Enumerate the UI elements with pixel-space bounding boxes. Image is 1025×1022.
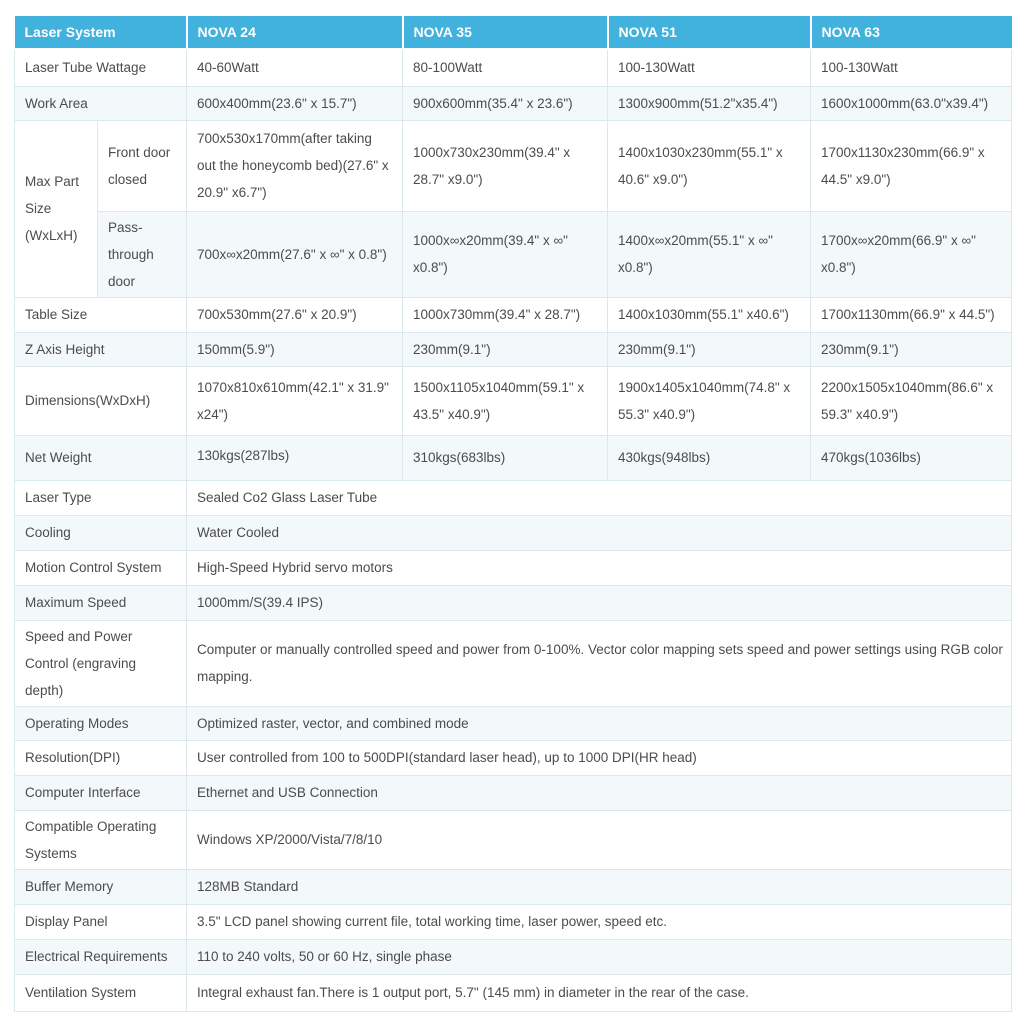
row-dimensions bbox=[15, 366, 1012, 435]
cell-dimensions-nova63: 2200x1505x1040mm(86.6" x 59.3" x40.9") bbox=[811, 366, 1012, 435]
row-z-axis-height bbox=[15, 332, 1012, 366]
row-max-part-size-pass-through bbox=[15, 211, 1012, 297]
row-max-part-size-front-door bbox=[15, 120, 1012, 211]
cell-dimensions-nova24: 1070x810x610mm(42.1" x 31.9" x24") bbox=[187, 366, 403, 435]
row-label-ventilation-system: Ventilation System bbox=[15, 974, 187, 1011]
row-label-maximum-speed: Maximum Speed bbox=[15, 585, 187, 620]
header-laser-system: Laser System bbox=[15, 16, 187, 49]
row-label-net-weight: Net Weight bbox=[15, 435, 187, 480]
cell-computer-interface-value: Ethernet and USB Connection bbox=[187, 775, 1012, 810]
laser-spec-table bbox=[14, 16, 1012, 1012]
cell-front-door-nova24: 700x530x170mm(after taking out the honeycomb bed)(27.6" x 20.9" x6.7") bbox=[187, 120, 403, 211]
row-resolution-dpi bbox=[15, 740, 1012, 775]
cell-work-area-nova35: 900x600mm(35.4" x 23.6") bbox=[403, 86, 608, 120]
row-label-dimensions: Dimensions(WxDxH) bbox=[15, 366, 187, 435]
row-label-buffer-memory: Buffer Memory bbox=[15, 869, 187, 904]
sub-label-front-door-closed: Front door closed bbox=[98, 120, 187, 211]
row-table-size bbox=[15, 297, 1012, 332]
cell-compatible-os-value: Windows XP/2000/Vista/7/8/10 bbox=[187, 810, 1012, 869]
row-label-operating-modes: Operating Modes bbox=[15, 706, 187, 740]
row-label-compatible-os: Compatible Operating Systems bbox=[15, 810, 187, 869]
row-label-electrical-requirements: Electrical Requirements bbox=[15, 939, 187, 974]
cell-net-weight-nova51: 430kgs(948lbs) bbox=[608, 435, 811, 480]
cell-table-size-nova63: 1700x1130mm(66.9" x 44.5") bbox=[811, 297, 1012, 332]
row-display-panel bbox=[15, 904, 1012, 939]
row-speed-power-control bbox=[15, 620, 1012, 706]
row-maximum-speed bbox=[15, 585, 1012, 620]
cell-table-size-nova24: 700x530mm(27.6" x 20.9") bbox=[187, 297, 403, 332]
row-label-laser-type: Laser Type bbox=[15, 480, 187, 515]
cell-pass-through-nova24: 700x∞x20mm(27.6" x ∞" x 0.8") bbox=[187, 211, 403, 297]
cell-wattage-nova24: 40-60Watt bbox=[187, 49, 403, 86]
cell-work-area-nova24: 600x400mm(23.6" x 15.7") bbox=[187, 86, 403, 120]
row-laser-type bbox=[15, 480, 1012, 515]
cell-maximum-speed-value: 1000mm/S(39.4 IPS) bbox=[187, 585, 1012, 620]
row-computer-interface bbox=[15, 775, 1012, 810]
cell-electrical-requirements-value: 110 to 240 volts, 50 or 60 Hz, single phase bbox=[187, 939, 1012, 974]
cell-pass-through-nova35: 1000x∞x20mm(39.4" x ∞" x0.8") bbox=[403, 211, 608, 297]
row-operating-modes bbox=[15, 706, 1012, 740]
row-label-z-axis-height: Z Axis Height bbox=[15, 332, 187, 366]
cell-net-weight-nova63: 470kgs(1036lbs) bbox=[811, 435, 1012, 480]
cell-pass-through-nova63: 1700x∞x20mm(66.9" x ∞" x0.8") bbox=[811, 211, 1012, 297]
row-buffer-memory bbox=[15, 869, 1012, 904]
table-header-row bbox=[15, 16, 1012, 49]
row-ventilation-system bbox=[15, 974, 1012, 1011]
header-nova-35: NOVA 35 bbox=[403, 16, 608, 49]
row-label-speed-power-control: Speed and Power Control (engraving depth) bbox=[15, 620, 187, 706]
cell-wattage-nova35: 80-100Watt bbox=[403, 49, 608, 86]
cell-motion-control-value: High-Speed Hybrid servo motors bbox=[187, 550, 1012, 585]
row-label-computer-interface: Computer Interface bbox=[15, 775, 187, 810]
row-compatible-operating-systems bbox=[15, 810, 1012, 869]
cell-operating-modes-value: Optimized raster, vector, and combined mode bbox=[187, 706, 1012, 740]
cell-speed-power-control-value: Computer or manually controlled speed and power from 0-100%. Vector color mapping sets speed and power settings using RGB color mapping. bbox=[187, 620, 1012, 706]
cell-buffer-memory-value: 128MB Standard bbox=[187, 869, 1012, 904]
cell-z-axis-nova35: 230mm(9.1") bbox=[403, 332, 608, 366]
row-cooling bbox=[15, 515, 1012, 550]
cell-z-axis-nova51: 230mm(9.1") bbox=[608, 332, 811, 366]
row-label-cooling: Cooling bbox=[15, 515, 187, 550]
cell-dimensions-nova35: 1500x1105x1040mm(59.1" x 43.5" x40.9") bbox=[403, 366, 608, 435]
cell-ventilation-system-value: Integral exhaust fan.There is 1 output port, 5.7" (145 mm) in diameter in the rear of the case. bbox=[187, 974, 1012, 1011]
header-nova-63: NOVA 63 bbox=[811, 16, 1012, 49]
row-label-table-size: Table Size bbox=[15, 297, 187, 332]
row-electrical-requirements bbox=[15, 939, 1012, 974]
row-net-weight bbox=[15, 435, 1012, 480]
cell-front-door-nova51: 1400x1030x230mm(55.1" x 40.6" x9.0") bbox=[608, 120, 811, 211]
cell-net-weight-nova35: 310kgs(683lbs) bbox=[403, 435, 608, 480]
row-label-max-part-size: Max Part Size (WxLxH) bbox=[15, 120, 98, 297]
cell-table-size-nova35: 1000x730mm(39.4" x 28.7") bbox=[403, 297, 608, 332]
cell-z-axis-nova24: 150mm(5.9") bbox=[187, 332, 403, 366]
cell-resolution-dpi-value: User controlled from 100 to 500DPI(standard laser head), up to 1000 DPI(HR head) bbox=[187, 740, 1012, 775]
cell-front-door-nova35: 1000x730x230mm(39.4" x 28.7" x9.0") bbox=[403, 120, 608, 211]
cell-work-area-nova63: 1600x1000mm(63.0"x39.4") bbox=[811, 86, 1012, 120]
row-label-display-panel: Display Panel bbox=[15, 904, 187, 939]
cell-z-axis-nova63: 230mm(9.1") bbox=[811, 332, 1012, 366]
cell-net-weight-nova24: 130kgs(287lbs) bbox=[187, 435, 403, 480]
sub-label-pass-through-door: Pass-through door bbox=[98, 211, 187, 297]
cell-dimensions-nova51: 1900x1405x1040mm(74.8" x 55.3" x40.9") bbox=[608, 366, 811, 435]
cell-pass-through-nova51: 1400x∞x20mm(55.1" x ∞" x0.8") bbox=[608, 211, 811, 297]
cell-display-panel-value: 3.5" LCD panel showing current file, total working time, laser power, speed etc. bbox=[187, 904, 1012, 939]
row-laser-tube-wattage bbox=[15, 49, 1012, 86]
row-motion-control-system bbox=[15, 550, 1012, 585]
cell-front-door-nova63: 1700x1130x230mm(66.9" x 44.5" x9.0") bbox=[811, 120, 1012, 211]
cell-table-size-nova51: 1400x1030mm(55.1" x40.6") bbox=[608, 297, 811, 332]
row-work-area bbox=[15, 86, 1012, 120]
header-nova-24: NOVA 24 bbox=[187, 16, 403, 49]
cell-cooling-value: Water Cooled bbox=[187, 515, 1012, 550]
cell-wattage-nova63: 100-130Watt bbox=[811, 49, 1012, 86]
cell-work-area-nova51: 1300x900mm(51.2"x35.4") bbox=[608, 86, 811, 120]
row-label-laser-tube-wattage: Laser Tube Wattage bbox=[15, 49, 187, 86]
cell-laser-type-value: Sealed Co2 Glass Laser Tube bbox=[187, 480, 1012, 515]
header-nova-51: NOVA 51 bbox=[608, 16, 811, 49]
cell-wattage-nova51: 100-130Watt bbox=[608, 49, 811, 86]
row-label-resolution-dpi: Resolution(DPI) bbox=[15, 740, 187, 775]
row-label-motion-control: Motion Control System bbox=[15, 550, 187, 585]
row-label-work-area: Work Area bbox=[15, 86, 187, 120]
